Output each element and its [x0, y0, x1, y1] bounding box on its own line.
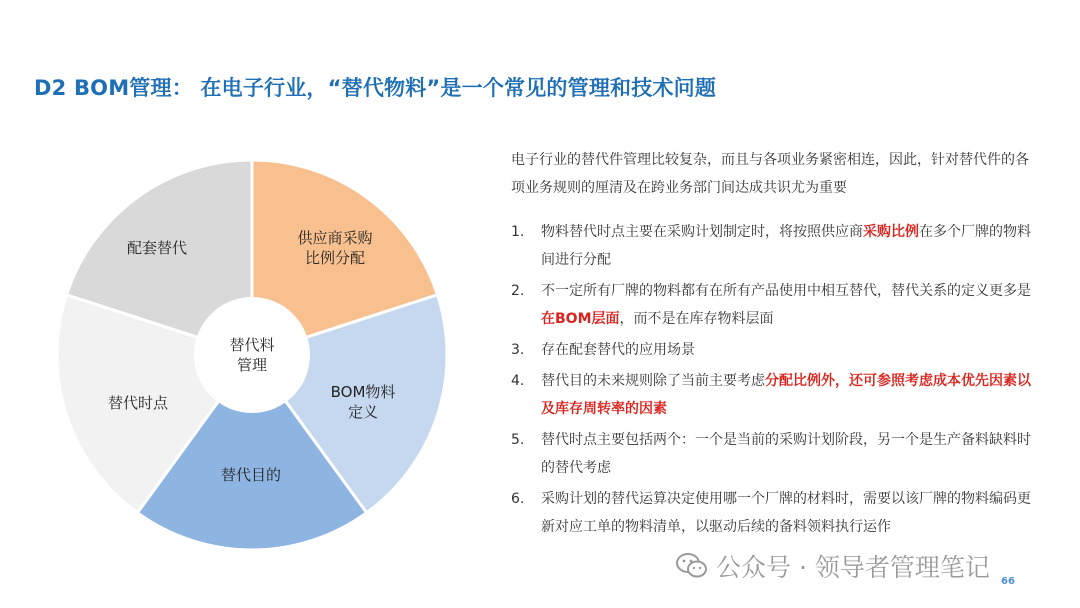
rule-text: 替代时点主要包括两个：一个是当前的采购计划阶段，另一个是生产备料缺料时的替代考虑: [541, 432, 1031, 476]
rule-item-6: [511, 485, 1031, 541]
watermark: [676, 548, 990, 584]
diagram-center-label: [229, 335, 274, 375]
rule-text: 存在配套替代的应用场景: [541, 342, 695, 358]
center-line-2: 管理: [236, 356, 268, 374]
segment-label-line: 替代时点: [107, 394, 169, 412]
segment-label-line: 替代目的: [220, 466, 282, 484]
rule-number: 6.: [511, 491, 525, 507]
rule-text: 采购计划的替代运算决定使用哪一个厂牌的材料时，需要以该厂牌的物料编码更新对应工单的物料清单，以驱动后续的备料领料执行运作: [541, 491, 1031, 535]
segment-label-line: BOM物料: [330, 383, 396, 401]
rule-number: 4.: [511, 373, 525, 389]
segment-label-supplier-ratio: [297, 228, 372, 268]
rule-highlight-text: 分配比例外，还可参照考虑成本优先因素以及库存周转率的因素: [541, 373, 1031, 417]
segment-label-substitute-timing: [108, 393, 168, 413]
rule-text: ，而不是在库存物料层面: [619, 311, 774, 327]
rule-highlight-text: 在BOM层面: [541, 311, 620, 327]
segment-label-line: 配套替代: [126, 239, 188, 257]
rule-item-2: [511, 277, 1031, 333]
intro-paragraph: 电子行业的替代件管理比较复杂，而且与各项业务紧密相连，因此，针对替代件的各项业务规则的厘清及在跨业务部门间达成共识尤为重要: [511, 152, 1029, 196]
rule-list: [511, 218, 1031, 544]
rule-number: 5.: [511, 432, 525, 448]
rule-item-3: [511, 336, 1031, 364]
segment-label-substitute-purpose: [221, 465, 281, 485]
rule-highlight-text: 采购比例: [863, 224, 919, 240]
page-number: 66: [1001, 576, 1015, 587]
rule-number: 1.: [511, 224, 525, 240]
segment-label-line: 比例分配: [304, 249, 366, 267]
wechat-icon: [676, 552, 708, 580]
rule-text: 替代目的未来规则除了当前主要考虑: [541, 373, 765, 389]
segment-label-bundle-substitute: [127, 238, 187, 258]
rule-number: 2.: [511, 283, 525, 299]
page-title: D2 BOM管理： 在电子行业，“替代物料”是一个常见的管理和技术问题: [34, 76, 717, 100]
rule-number: 3.: [511, 342, 525, 358]
segment-label-line: 定义: [347, 403, 378, 421]
rule-text: 不一定所有厂牌的物料都有在所有产品使用中相互替代，替代关系的定义更多是: [541, 283, 1031, 299]
rule-item-5: [511, 426, 1031, 482]
center-line-1: 替代料: [229, 336, 275, 354]
segment-label-bom-definition: [331, 382, 396, 422]
rule-item-1: [511, 218, 1031, 274]
rule-text: 在多个厂牌的物料间进行分配: [541, 224, 1031, 268]
rule-text: 物料替代时点主要在采购计划制定时，将按照供应商: [541, 224, 863, 240]
watermark-text: 公众号 · 领导者管理笔记: [716, 553, 990, 582]
segment-label-line: 供应商采购: [297, 229, 373, 247]
rule-item-4: [511, 367, 1031, 423]
substitute-material-diagram: [52, 155, 452, 555]
